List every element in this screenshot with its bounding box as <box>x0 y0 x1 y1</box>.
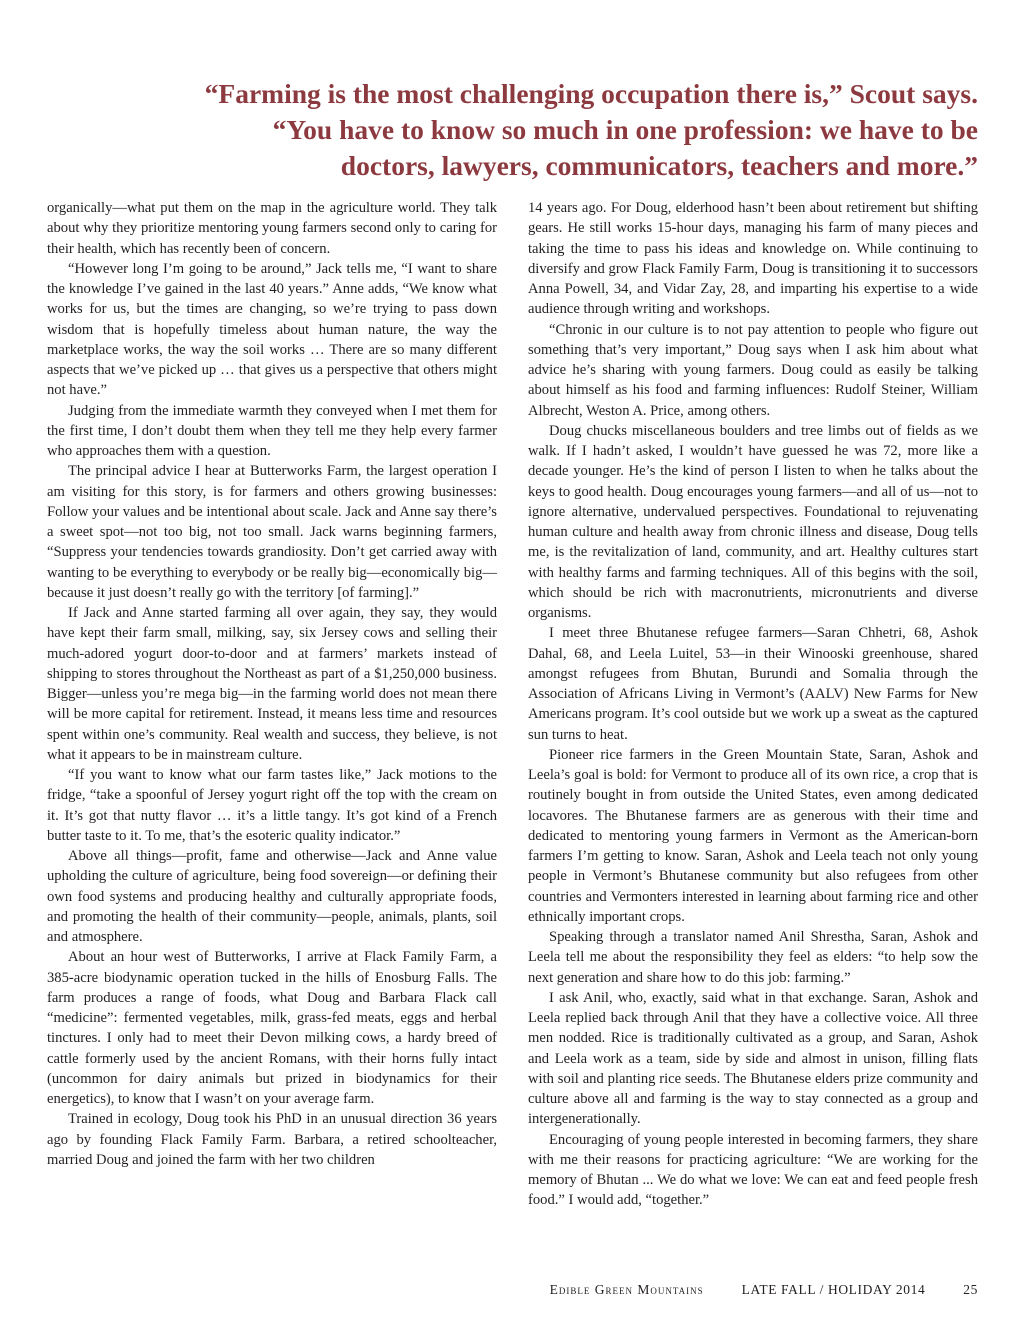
left-text-column <box>47 198 497 1170</box>
pull-quote-line: doctors, lawyers, communicators, teachers and more.” <box>340 150 978 181</box>
paragraph: 14 years ago. For Doug, elderhood hasn’t been about retirement but shifting gears. He still works 15-hour days, managing his farm of many pieces and taking the time to pass his ideas and knowledge on. While continuing to diversify and grow Flack Family Farm, Doug is transitioning it to successors Anna Powell, 34, and Vidar Zay, 28, and imparting his expertise to a wide audience through writing and workshops. <box>528 200 978 318</box>
paragraph: Speaking through a translator named Anil Shrestha, Saran, Ashok and Leela tell me about the responsibility they feel as elders: “to help sow the next generation and share how to do this job: farming.” <box>528 929 978 986</box>
paragraph: I ask Anil, who, exactly, said what in that exchange. Saran, Ashok and Leela replied back through Anil that they have a collective voice. All three men nodded. Rice is traditionally cultivated as a group, and Saran, Ashok and Leela work as a team, side by side and almost in unison, filling flats with soil and planting rice seeds. The Bhutanese elders prize community and culture above all and farming is the way to stay connected as a group and intergenerationally. <box>528 989 978 1128</box>
paragraph: The principal advice I hear at Butterworks Farm, the largest operation I am visiting for this story, is for farmers and others growing businesses: Follow your values and be intentional about scale. Jack and Anne say there’s a sweet spot—not too big, not too small. Jack warns beginning farmers, “Suppress your tendencies towards grandiosity. Don’t get carried away with wanting to be everything to everybody or be really big—economically big—because it just doesn’t really go with the territory [of farming].” <box>47 463 497 601</box>
pull-quote-line: “Farming is the most challenging occupation there is,” Scout says. <box>204 78 978 109</box>
page-number: 25 <box>963 1282 978 1297</box>
publication-name: Edible Green Mountains <box>549 1282 704 1297</box>
issue-label: LATE FALL / HOLIDAY 2014 <box>741 1282 926 1297</box>
paragraph: “If you want to know what our farm tastes like,” Jack motions to the fridge, “take a spoonful of Jersey yogurt right off the top with the cream on it. It’s got that nutty flavor … it’s a little tangy. It’s got kind of a French butter taste to it. To me, that’s the esoteric quality indicator.” <box>47 767 497 844</box>
paragraph: I meet three Bhutanese refugee farmers—Saran Chhetri, 68, Ashok Dahal, 68, and Leela Luitel, 53—in their Winooski greenhouse, shared amongst refugees from Bhutan, Burundi and Somalia through the Association of Africans Living in Vermont’s (AALV) New Farms for New Americans program. It’s cool outside but we work up a sweat as the captured sun turns to heat. <box>528 625 978 743</box>
paragraph: Pioneer rice farmers in the Green Mountain State, Saran, Ashok and Leela’s goal is bold: for Vermont to produce all of its own rice, a crop that is routinely bought in from outside the United States, even among dedicated locavores. The Bhutanese farmers are as generous with their time and dedicated to mentoring young farmers in Vermont as the American-born farmers I’m getting to know. Saran, Ashok and Leela teach not only young people in Vermont’s Bhutanese community but also refugees from other countries and Vermonters interested in learning about farming rice and other ethnically important crops. <box>528 746 978 925</box>
paragraph: Trained in ecology, Doug took his PhD in an unusual direction 36 years ago by founding Flack Family Farm. Barbara, a retired schoolteacher, married Doug and joined the farm with her two children <box>47 1111 497 1168</box>
paragraph: Above all things—profit, fame and otherwise—Jack and Anne value upholding the culture of agriculture, being food sovereign—or defining their own food systems and producing healthy and culturally appropriate foods, and promoting the health of their community—people, animals, plants, soil and atmosphere. <box>47 848 497 945</box>
paragraph: Encouraging of young people interested in becoming farmers, they share with me their reasons for practicing agriculture: “We are working for the memory of Bhutan ... We do what we love: We can eat and feed people fresh food.” I would add, “together.” <box>528 1131 978 1209</box>
paragraph: “Chronic in our culture is to not pay attention to people who figure out something that’s very important,” Doug says when I ask him about what advice he’s sharing with young farmers. Doug could as easily be talking about himself as his food and farming influences: Rudolf Steiner, William Albrecht, Weston A. Price, among others. <box>528 321 978 419</box>
paragraph: Doug chucks miscellaneous boulders and tree limbs out of fields as we walk. If I hadn’t asked, I wouldn’t have guessed he was 72, more like a decade younger. He’s the kind of person I listen to when he talks about the keys to good health. Doug encourages young farmers—and all of us—not to ignore alternative, undervalued perspectives. Foundational to rejuvenating human culture and health away from chronic illness and disease, Doug tells me, is the revitalization of land, community, and art. Healthy cultures start with healthy farms and farming techniques. All of this begins with the soil, which should be rich with macronutrients, micronutrients and diverse organisms. <box>528 422 978 621</box>
paragraph: organically—what put them on the map in the agriculture world. They talk about why they prioritize mentoring young farmers second only to caring for their health, which has recently been of concern. <box>47 200 497 257</box>
paragraph: Judging from the immediate warmth they conveyed when I met them for the first time, I don’t doubt them when they tell me they help every farmer who approaches them with a question. <box>47 402 497 459</box>
pull-quote <box>178 76 978 184</box>
paragraph: If Jack and Anne started farming all over again, they say, they would have kept their farm small, milking, say, six Jersey cows and selling their much-adored yogurt door-to-door and at farmers’ markets instead of shipping to stores throughout the Northeast as part of a $1,250,000 business. Bigger—unless you’re mega big—in the farming world does not mean there will be more capital for retirement. Instead, it means less time and resources spent within one’s community. Real wealth and success, they believe, is not what it appears to be in mainstream culture. <box>47 605 497 763</box>
pull-quote-line: “You have to know so much in one profession: we have to be <box>272 114 978 145</box>
paragraph: About an hour west of Butterworks, I arrive at Flack Family Farm, a 385-acre biodynamic operation tucked in the hills of Enosburg Falls. The farm produces a range of foods, what Doug and Barbara Flack call “medicine”: fermented vegetables, milk, grass-fed meats, eggs and herbal tinctures. I only had to meet their Devon milking cows, a hardy breed of cattle formerly used by the ancient Romans, with their horns fully intact (uncommon for dairy animals but prized in biodynamics for their energetics), to know that I wasn’t on your average farm. <box>47 949 497 1107</box>
page-footer <box>550 1282 978 1298</box>
right-text-column <box>528 198 978 1211</box>
paragraph: “However long I’m going to be around,” Jack tells me, “I want to share the knowledge I’ve gained in the last 40 years.” Anne adds, “We know what works for us, but the times are changing, so we’re trying to pass down wisdom that is hopefully timeless about human nature, the way the marketplace works, the way the soil works … There are so many different aspects that we’ve picked up … that gives us a perspective that others might not have.” <box>47 260 497 399</box>
